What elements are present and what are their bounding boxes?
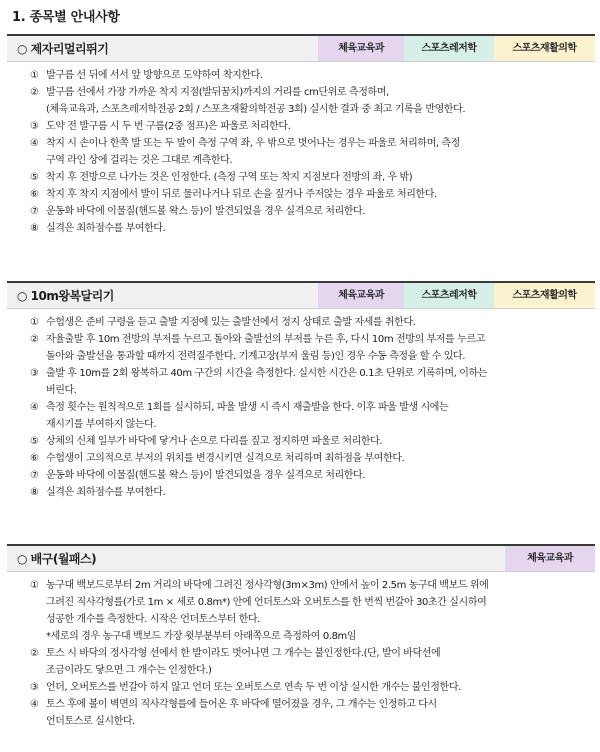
list-item: ④ 토스 후에 볼이 벽면의 직사각형를에 들어온 후 바닥에 떨어졌을 경우, 그 개수는 인정하고 다시 bbox=[30, 699, 437, 710]
section-title: ○ 10m왕복달리기 bbox=[17, 289, 114, 303]
list-item: 조금이라도 닿으면 그 개수는 인정한다.) bbox=[46, 665, 212, 676]
list-item: ⑧ 실격은 최하점수를 부여한다. bbox=[30, 223, 166, 234]
list-item: ④ 착지 시 손이나 한쪽 발 또는 두 발이 측정 구역 좌, 우 밖으로 벗어나는 경우는 파울로 처리하며, 측정 bbox=[30, 138, 460, 149]
list-item: (체육교육과, 스포츠레저학전공 2회 / 스포츠재활의학전공 3회) 실시한 결과 중 최고 기록을 반영한다. bbox=[46, 104, 466, 115]
list-item: 버린다. bbox=[46, 385, 77, 396]
list-item: ② 발구름 선에서 가장 가까운 착지 지점(발뒤꿈치)까지의 거리를 cm단위로 측정하며, bbox=[30, 87, 389, 98]
tag-physical-education: 체육교육과 bbox=[318, 283, 404, 308]
list-item: ⑤ 착지 후 전방으로 나가는 것은 인정한다. (측정 구역 또는 착지 지점보다 전방의 좌, 우 밖) bbox=[30, 172, 413, 183]
list-item: *세로의 경우 농구대 백보드 가장 윗부분부터 아래쪽으로 측정하여 0.8m임 bbox=[46, 631, 357, 642]
tag-sports-rehab: 스포츠재활의학 bbox=[494, 283, 595, 308]
list-item: ③ 언더, 오버토스를 번갈아 하지 않고 언더 또는 오버토스로 연속 두 번 이상 실시한 개수는 불인정한다. bbox=[30, 682, 461, 693]
list-item: 성공한 개수를 측정한다. 시작은 언더토스부터 한다. bbox=[46, 614, 260, 625]
tag-sports-rehab: 스포츠재활의학 bbox=[494, 36, 595, 61]
tag-sports-leisure: 스포츠레저학 bbox=[404, 283, 494, 308]
list-item: ③ 도약 전 발구름 시 두 번 구름(2중 점프)은 파울로 처리한다. bbox=[30, 121, 291, 132]
list-item: 구역 라인 상에 걸리는 것은 그대로 계측한다. bbox=[46, 155, 233, 166]
list-item: ⑥ 수험생이 고의적으로 부저의 위치를 변경시키면 실격으로 처리하며 최하점을 부여한다. bbox=[30, 453, 405, 464]
list-item: 재시기를 부여하지 않는다. bbox=[46, 419, 157, 430]
list-item: ③ 출발 후 10m를 2회 왕복하고 40m 구간의 시간을 측정한다. 실시한 시간은 0.1초 단위로 기록하며, 이하는 bbox=[30, 368, 488, 379]
list-item: 그려진 직사각형를(가로 1m × 세로 0.8m*) 안에 언더토스와 오버토스를 한 번씩 번갈아 30초간 실시하여 bbox=[46, 597, 487, 608]
tag-physical-education: 체육교육과 bbox=[505, 546, 595, 571]
tag-physical-education: 체육교육과 bbox=[318, 36, 404, 61]
section-list-standing-jump bbox=[30, 67, 586, 237]
tag-sports-leisure: 스포츠레저학 bbox=[404, 36, 494, 61]
list-item: ④ 측정 횟수는 원칙적으로 1회를 실시하되, 파울 발생 시 즉시 재출발을 한다. 이후 파울 발생 시에는 bbox=[30, 402, 449, 413]
section-title: ○ 제자리멀리뛰기 bbox=[17, 42, 109, 56]
section-header-standing-jump bbox=[7, 34, 595, 62]
section-header-shuttle-run bbox=[7, 281, 595, 309]
list-item: ② 토스 시 바닥의 정사각형 선에서 한 발이라도 벗어나면 그 개수는 불인정한다.(단, 발이 바닥선에 bbox=[30, 648, 441, 659]
list-item: ⑦ 운동화 바닥에 이물질(핸드볼 왁스 등)이 발견되었을 경우 실격으로 처리한다. bbox=[30, 470, 366, 481]
list-item: ① 발구름 선 뒤에 서서 앞 방향으로 도약하여 착지한다. bbox=[30, 70, 263, 81]
list-item: ① 수험생은 준비 구령을 듣고 출발 지점에 있는 출발선에서 정지 상태로 출발 자세를 취한다. bbox=[30, 317, 416, 328]
list-item: 돌아와 출발선을 통과할 때까지 전력질주한다. 기계고장(부저 울림 등)인 경우 수동 측정을 할 수 있다. bbox=[46, 351, 466, 362]
list-item: ⑥ 착지 후 착지 지점에서 발이 뒤로 물러나거나 뒤로 손을 짚거나 주저앉는 경우 파울로 처리한다. bbox=[30, 189, 437, 200]
page-heading: 1. 종목별 안내사항 bbox=[12, 10, 120, 25]
section-list-volleyball bbox=[30, 577, 586, 730]
section-title: ○ 배구(월패스) bbox=[17, 552, 97, 566]
list-item: ⑤ 상체의 신체 일부가 바닥에 닿거나 손으로 다리를 짚고 정지하면 파울로 처리한다. bbox=[30, 436, 383, 447]
list-item: ① 농구대 백보드로부터 2m 거리의 바닥에 그려진 정사각형(3m×3m) 안에서 높이 2.5m 농구대 백보드 위에 bbox=[30, 580, 489, 591]
section-list-shuttle-run bbox=[30, 314, 586, 501]
list-item: ② 자율출발 후 10m 전방의 부저를 누르고 돌아와 출발선의 부저를 누른 후, 다시 10m 전방의 부저를 누르고 bbox=[30, 334, 485, 345]
list-item: ⑧ 실격은 최하점수를 부여한다. bbox=[30, 487, 166, 498]
section-header-volleyball bbox=[7, 544, 595, 572]
list-item: ⑦ 운동화 바닥에 이물질(핸드볼 왁스 등)이 발견되었을 경우 실격으로 처리한다. bbox=[30, 206, 366, 217]
list-item: 언더토스로 실시한다. bbox=[46, 716, 135, 727]
